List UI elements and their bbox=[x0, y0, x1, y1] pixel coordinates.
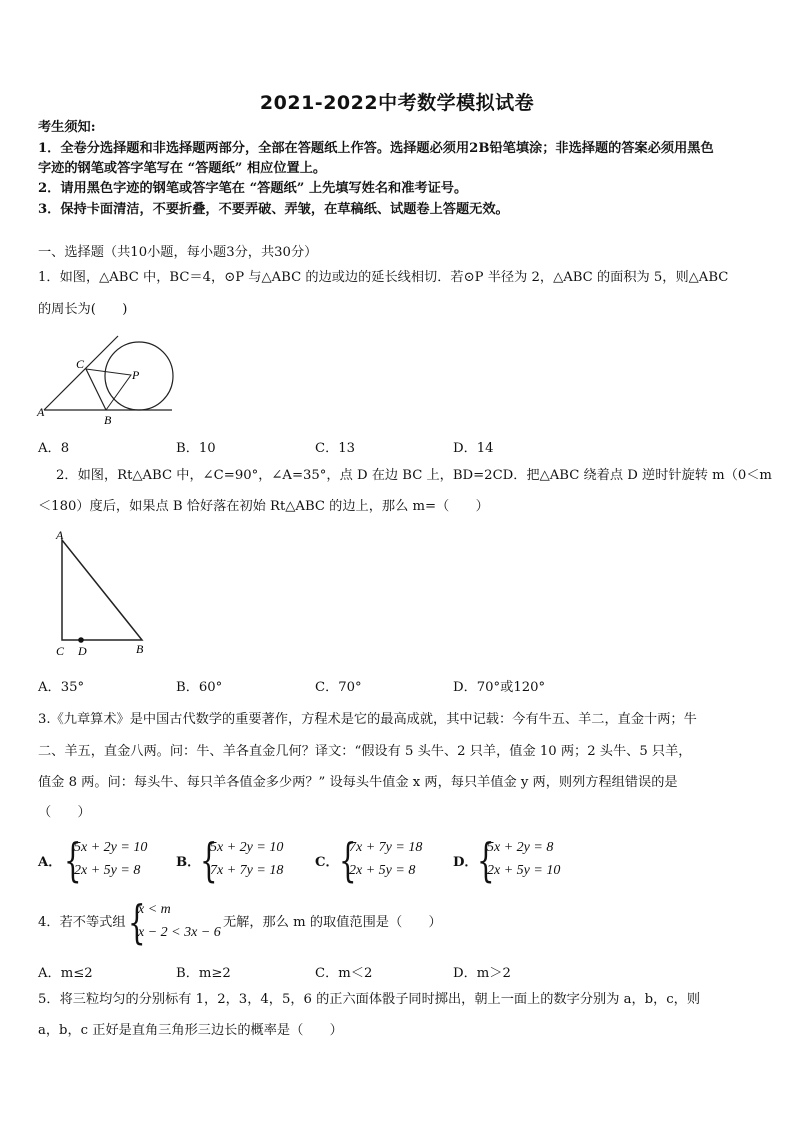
inequality-1: x < m bbox=[138, 902, 171, 917]
equation-1: 5x + 2y = 8 bbox=[487, 840, 554, 855]
option-label: D． bbox=[453, 855, 478, 870]
equation-1: 7x + 7y = 18 bbox=[349, 840, 423, 855]
q3-option-b: B． { 5x + 2y = 10 7x + 7y = 18 bbox=[176, 833, 284, 887]
q1-option-b: B．10 bbox=[176, 441, 216, 456]
q3-text-line4: （ ） bbox=[38, 805, 91, 820]
equation-1: 5x + 2y = 10 bbox=[210, 840, 284, 855]
q4-text: 4．若不等式组 { x < m x − 2 < 3x − 6 无解，那么 m 的取值范围是（ ） bbox=[38, 895, 442, 949]
q2-option-b: B．60° bbox=[176, 680, 223, 695]
equation-1: 5x + 2y = 10 bbox=[74, 840, 148, 855]
equation-2: 2x + 5y = 10 bbox=[487, 863, 561, 878]
label-p: P bbox=[132, 368, 140, 382]
q1-option-d: D．14 bbox=[453, 441, 494, 456]
q3-text-line3: 值金 8 两。问：每头牛、每只羊各值金多少两？” 设每头牛值金 x 两，每只羊值金 y 两，则列方程组错误的是 bbox=[38, 775, 678, 790]
q1-option-a: A．8 bbox=[38, 441, 70, 456]
label-a: A bbox=[56, 528, 64, 542]
equation-2: 2x + 5y = 8 bbox=[349, 863, 416, 878]
label-b: B bbox=[104, 413, 112, 427]
q5-text-line1: 5．将三粒均匀的分别标有 1，2，3，4，5，6 的正六面体骰子同时掷出，朝上一面上的数字分别为 a，b，c，则 bbox=[38, 992, 701, 1007]
q2-option-a: A．35° bbox=[38, 680, 85, 695]
q3-text-line1: 3.《九章算术》是中国古代数学的重要著作，方程术是它的最高成就，其中记载：今有牛五、羊二，直金十两；牛 bbox=[38, 712, 697, 727]
page-title: 2021-2022中考数学模拟试卷 bbox=[259, 92, 535, 114]
label-d: D bbox=[78, 644, 87, 658]
q1-text-line1: 1．如图，△ABC 中，BC＝4，⊙P 与△ABC 的边或边的延长线相切．若⊙P 半径为 2，△ABC 的面积为 5，则△ABC bbox=[38, 270, 729, 285]
equation-2: 2x + 5y = 8 bbox=[74, 863, 141, 878]
triangle-cpb bbox=[86, 369, 131, 410]
q4-suffix: 无解，那么 m 的取值范围是（ ） bbox=[223, 915, 442, 930]
q2-text-line1: 2．如图，Rt△ABC 中，∠C=90°，∠A=35°，点 D 在边 BC 上，BD=2CD．把△ABC 绕着点 D 逆时针旋转 m（0＜m bbox=[56, 468, 772, 483]
q1-text-line2: 的周长为( ) bbox=[38, 302, 128, 317]
point-d bbox=[78, 637, 84, 643]
label-c: C bbox=[76, 357, 85, 371]
label-b: B bbox=[136, 642, 144, 656]
q5-text-line2: a，b，c 正好是直角三角形三边长的概率是（ ） bbox=[38, 1023, 343, 1038]
q4-option-c: C．m＜2 bbox=[315, 966, 373, 981]
q1-figure bbox=[36, 328, 176, 428]
q2-text-line2: ＜180）度后，如果点 B 恰好落在初始 Rt△ABC 的边上，那么 m=（ ） bbox=[38, 499, 489, 514]
notice-item-3: 3．保持卡面清洁，不要折叠，不要弄破、弄皱，在草稿纸、试题卷上答题无效。 bbox=[38, 202, 509, 217]
q4-prefix: 4．若不等式组 bbox=[38, 915, 126, 930]
q4-option-b: B．m≥2 bbox=[176, 966, 231, 981]
notice-item-1: 1．全卷分选择题和非选择题两部分，全部在答题纸上作答。选择题必须用2B铅笔填涂；非选择题的答案必须用黑色 bbox=[38, 141, 714, 156]
equation-2: 7x + 7y = 18 bbox=[210, 863, 284, 878]
q4-option-a: A．m≤2 bbox=[38, 966, 93, 981]
q2-option-c: C．70° bbox=[315, 680, 362, 695]
q3-option-a: A． { 5x + 2y = 10 2x + 5y = 8 bbox=[38, 833, 148, 887]
q2-figure bbox=[50, 528, 160, 660]
notice-heading: 考生须知: bbox=[38, 120, 96, 135]
inequality-2: x − 2 < 3x − 6 bbox=[138, 925, 221, 940]
notice-item-1-cont: 字迹的钢笔或答字笔写在 “答题纸” 相应位置上。 bbox=[38, 161, 327, 176]
tangent-line bbox=[44, 336, 118, 410]
q3-option-d: D． { 5x + 2y = 8 2x + 5y = 10 bbox=[453, 833, 561, 887]
q3-text-line2: 二、羊五，直金八两。问：牛、羊各直金几何？译文：“假设有 5 头牛、2 只羊，值金 10 两；2 头牛、5 只羊， bbox=[38, 744, 692, 759]
option-label: A． bbox=[38, 855, 62, 870]
notice-item-2: 2．请用黑色字迹的钢笔或答字笔在 “答题纸” 上先填写姓名和准考证号。 bbox=[38, 181, 468, 196]
section-heading: 一、选择题（共10小题，每小题3分，共30分） bbox=[38, 245, 318, 260]
option-label: C． bbox=[315, 855, 339, 870]
segment-cb bbox=[86, 369, 106, 410]
q4-option-d: D．m＞2 bbox=[453, 966, 511, 981]
label-c: C bbox=[56, 644, 65, 658]
q2-option-d: D．70°或120° bbox=[453, 680, 546, 695]
option-label: B． bbox=[176, 855, 201, 870]
q1-option-c: C．13 bbox=[315, 441, 356, 456]
q3-option-c: C． { 7x + 7y = 18 2x + 5y = 8 bbox=[315, 833, 423, 887]
label-a: A bbox=[37, 405, 45, 419]
triangle-abc bbox=[62, 540, 142, 640]
